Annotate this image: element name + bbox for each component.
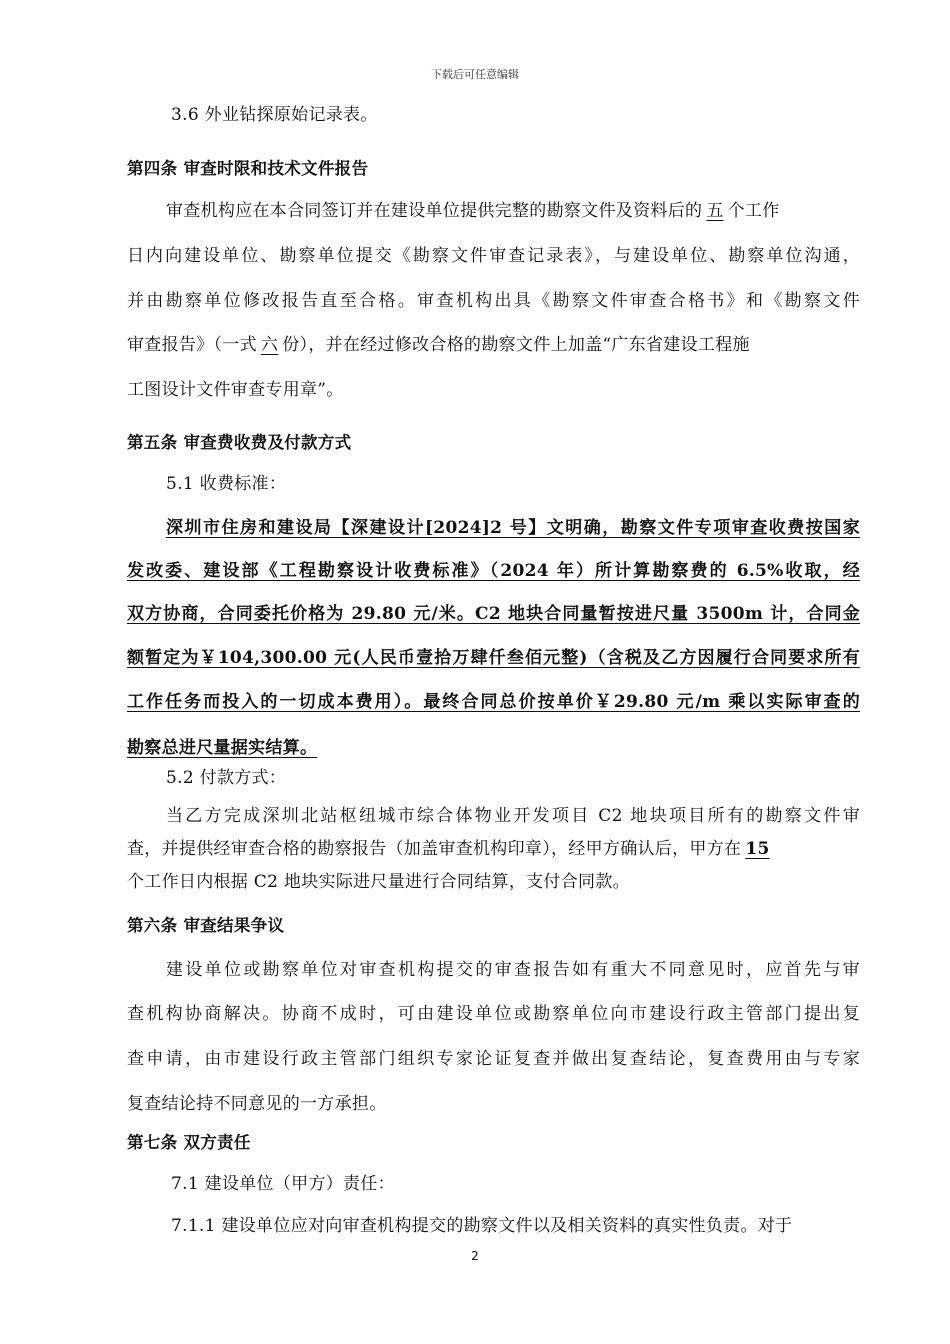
section-7-1-1: 7.1.1 建设单位应对向审查机构提交的勘察文件以及相关资料的真实性负责。对于 <box>171 1216 793 1236</box>
fee-line-6: 勘察总进尺量据实结算。 <box>127 738 318 758</box>
article4-para-line2: 日内向建设单位、勘察单位提交《勘察文件审查记录表》，与建设单位、勘察单位沟通， <box>127 246 860 266</box>
fee-line-1: 深圳市住房和建设局【深建设计[2024]2 号】文明确，勘察文件专项审查收费按国家 <box>166 518 860 538</box>
payment-line-1: 当乙方完成深圳北站枢纽城市综合体物业开发项目 C2 地块项目所有的勘察文件审 <box>166 806 860 826</box>
text-segment: 审查机构应在本合同签订并在建设单位提供完整的勘察文件及资料后的 <box>166 201 703 221</box>
section-5-1-label: 5.1 收费标准： <box>166 474 287 494</box>
page-header: 下载后可任意编辑 <box>431 68 519 81</box>
item-3-6: 3.6 外业钻探原始记录表。 <box>171 105 378 125</box>
days-blank: 五 <box>706 201 724 221</box>
article4-para-line3: 并由勘察单位修改报告直至合格。审查机构出具《勘察文件审查合格书》和《勘察文件 <box>127 291 860 311</box>
copies-blank: 六 <box>260 335 279 355</box>
fee-line-3: 双方协商，合同委托价格为 29.80 元/米。C2 地块合同量暂按进尺量 3500m 计，合同金 <box>127 604 860 624</box>
article5-heading: 第五条 审查费收费及付款方式 <box>127 433 352 452</box>
fee-line-5: 工作任务而投入的一切成本费用）。最终合同总价按单价￥29.80 元/m 乘以实际审查的 <box>127 692 860 712</box>
article6-line-2: 查机构协商解决。协商不成时，可由建设单位或勘察单位向市建设行政主管部门提出复 <box>127 1004 860 1024</box>
page-number: 2 <box>471 1249 479 1263</box>
payment-days: 15 <box>745 839 770 859</box>
article4-heading: 第四条 审查时限和技术文件报告 <box>127 159 369 178</box>
article6-line-1: 建设单位或勘察单位对审查机构提交的审查报告如有重大不同意见时，应首先与审 <box>166 960 860 980</box>
article4-para-line5: 工图设计文件审查专用章”。 <box>127 380 344 400</box>
payment-line-2 <box>127 834 867 859</box>
article6-heading: 第六条 审查结果争议 <box>127 916 285 935</box>
section-7-1: 7.1 建设单位（甲方）责任： <box>171 1174 395 1194</box>
text-segment: 份），并在经过修改合格的勘察文件上加盖“广东省建设工程施 <box>282 335 750 355</box>
text-segment: 审查报告》（一式 <box>127 335 257 355</box>
fee-line-4: 额暂定为￥104,300.00 元(人民币壹拾万肆仟叁佰元整)（含税及乙方因履行合同要求所有 <box>127 648 860 668</box>
article4-para-line1 <box>166 196 906 221</box>
text-segment: 查，并提供经审查合格的勘察报告（加盖审查机构印章），经甲方确认后，甲方在 <box>127 839 742 859</box>
article7-heading: 第七条 双方责任 <box>127 1133 251 1152</box>
fee-line-2: 发改委、建设部《工程勘察设计收费标准》（2024 年）所计算勘察费的 6.5%收取，经 <box>127 561 860 581</box>
article6-line-3: 查申请，由市建设行政主管部门组织专家论证复查并做出复查结论，复查费用由与专家 <box>127 1049 860 1069</box>
article6-line-4: 复查结论持不同意见的一方承担。 <box>127 1094 387 1114</box>
text-segment: 个工作 <box>727 201 780 221</box>
article4-para-line4 <box>127 330 867 355</box>
payment-line-3: 个工作日内根据 C2 地块实际进尺量进行合同结算，支付合同款。 <box>127 872 630 892</box>
section-5-2-label: 5.2 付款方式： <box>166 768 287 788</box>
